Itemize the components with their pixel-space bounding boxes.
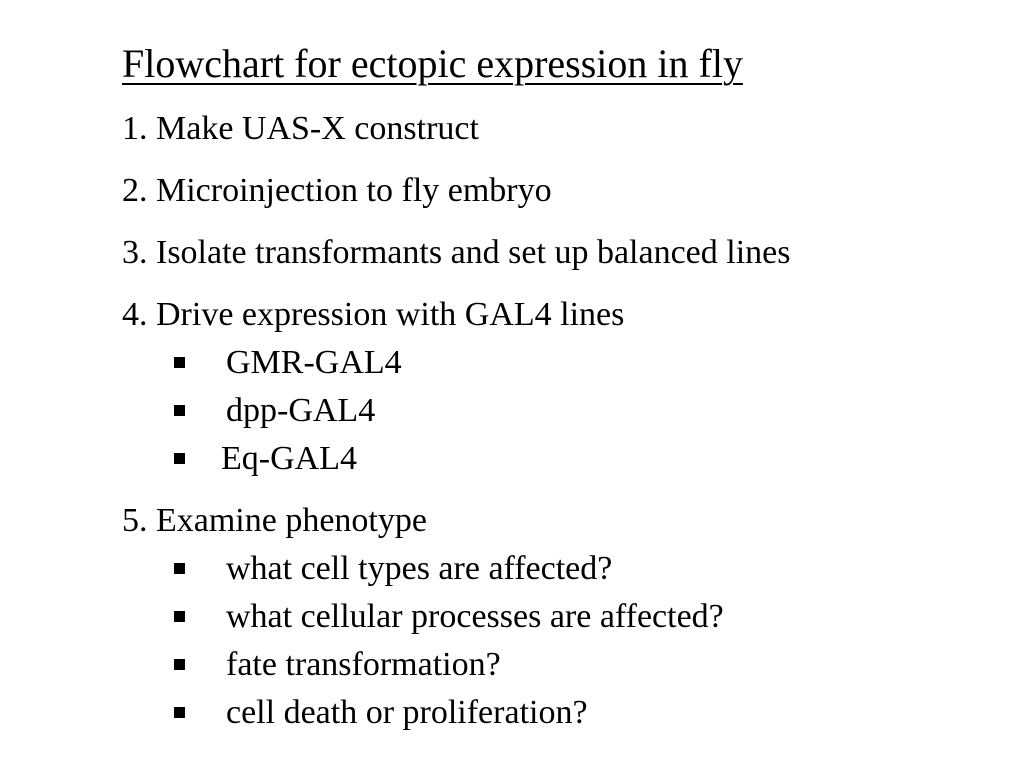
step-4-bullet bbox=[174, 343, 402, 383]
step-2: 2. Microinjection to fly embryo bbox=[122, 172, 552, 209]
bullet-text: GMR-GAL4 bbox=[226, 344, 402, 381]
bullet-text: what cell types are affected? bbox=[226, 550, 613, 587]
step-5-bullet bbox=[174, 645, 501, 685]
square-bullet-icon bbox=[174, 659, 185, 670]
slide-title: Flowchart for ectopic expression in fly bbox=[122, 41, 743, 86]
step-5-bullet bbox=[174, 693, 588, 733]
bullet-text: what cellular processes are affected? bbox=[226, 598, 724, 635]
square-bullet-icon bbox=[174, 453, 185, 464]
step-1: 1. Make UAS-X construct bbox=[122, 110, 479, 147]
step-4: 4. Drive expression with GAL4 lines bbox=[122, 296, 625, 333]
bullet-text: dpp-GAL4 bbox=[226, 392, 376, 429]
square-bullet-icon bbox=[174, 611, 185, 622]
step-5: 5. Examine phenotype bbox=[122, 502, 427, 539]
square-bullet-icon bbox=[174, 707, 185, 718]
square-bullet-icon bbox=[174, 405, 185, 416]
square-bullet-icon bbox=[174, 357, 185, 368]
bullet-text: cell death or proliferation? bbox=[226, 694, 588, 731]
bullet-text: Eq-GAL4 bbox=[221, 440, 357, 477]
step-4-bullet bbox=[174, 391, 375, 431]
step-4-bullet bbox=[174, 439, 357, 479]
square-bullet-icon bbox=[174, 563, 185, 574]
step-3: 3. Isolate transformants and set up balanced lines bbox=[122, 234, 791, 271]
step-5-bullet bbox=[174, 549, 612, 589]
bullet-text: fate transformation? bbox=[226, 646, 501, 683]
step-5-bullet bbox=[174, 597, 724, 637]
